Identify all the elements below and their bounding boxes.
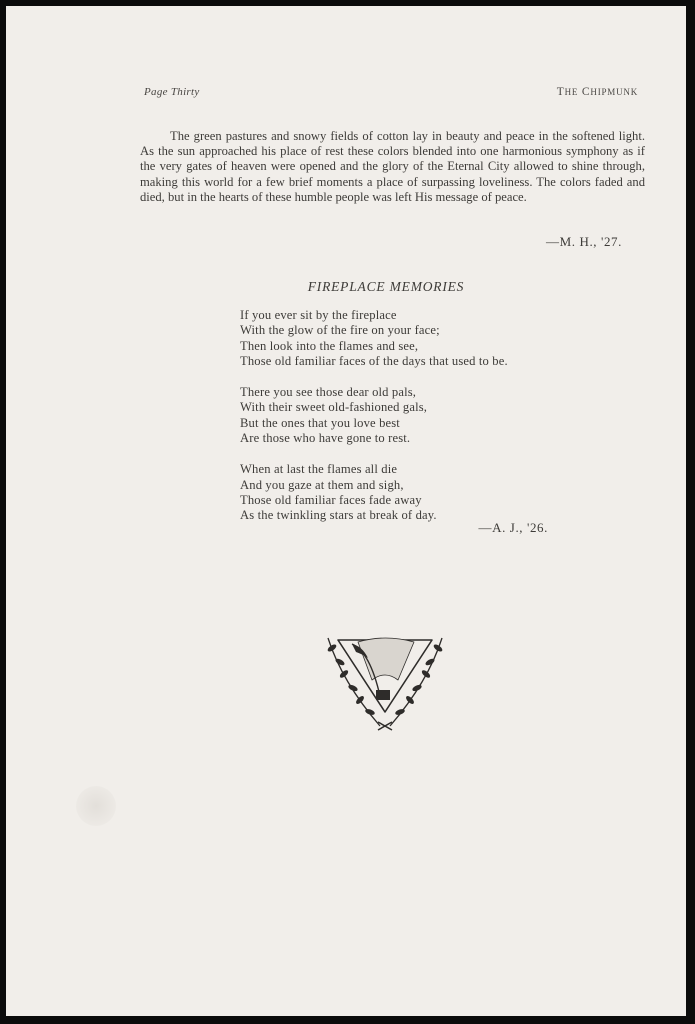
poem-line: With their sweet old-fashioned gals,: [240, 400, 428, 415]
poem-signature: —A. J., '26.: [478, 520, 548, 535]
poem-body: [240, 308, 640, 540]
page-number: Page Thirty: [144, 86, 200, 98]
poem-line: And you gaze at them and sigh,: [240, 477, 404, 492]
running-title-text: THE CHIPMUNK: [556, 86, 638, 98]
poem-line: When at last the flames all die: [240, 462, 398, 477]
poem-stanza: [240, 462, 640, 523]
document-page: [6, 6, 686, 1016]
running-title: [557, 86, 638, 98]
poem-line: With the glow of the fire on your face;: [240, 323, 440, 338]
poem-line: Those old familiar faces of the days that used to be.: [240, 353, 508, 368]
poem-line: But the ones that you love best: [240, 415, 400, 430]
quill-shield-wreath-icon: [318, 630, 452, 734]
prose-paragraph: The green pastures and snowy fields of cotton lay in beauty and peace in the softened light. As the sun approached his place of rest these colors blended into one harmonious symphony as if the very gates of heaven were opened and the glory of the Eternal City allowed to shine through, making this world for a few brief moments a place of surpassing loveliness. The colors faded and died, but in the hearts of these humble people was left His message of peace.: [140, 129, 645, 204]
poem-stanza: [240, 385, 640, 446]
poem-line: There you see those dear old pals,: [240, 385, 417, 400]
paper-stain: [76, 786, 116, 826]
poem-line: Are those who have gone to rest.: [240, 431, 411, 446]
poem-line: If you ever sit by the fireplace: [240, 308, 397, 322]
poem-line: Those old familiar faces fade away: [240, 492, 422, 507]
poem-stanza: [240, 308, 640, 369]
poem-line: Then look into the flames and see,: [240, 338, 419, 353]
poem-line: As the twinkling stars at break of day.: [240, 508, 437, 523]
prose-signature: —M. H., '27.: [546, 234, 622, 249]
poem-title: FIREPLACE MEMORIES: [307, 279, 465, 294]
